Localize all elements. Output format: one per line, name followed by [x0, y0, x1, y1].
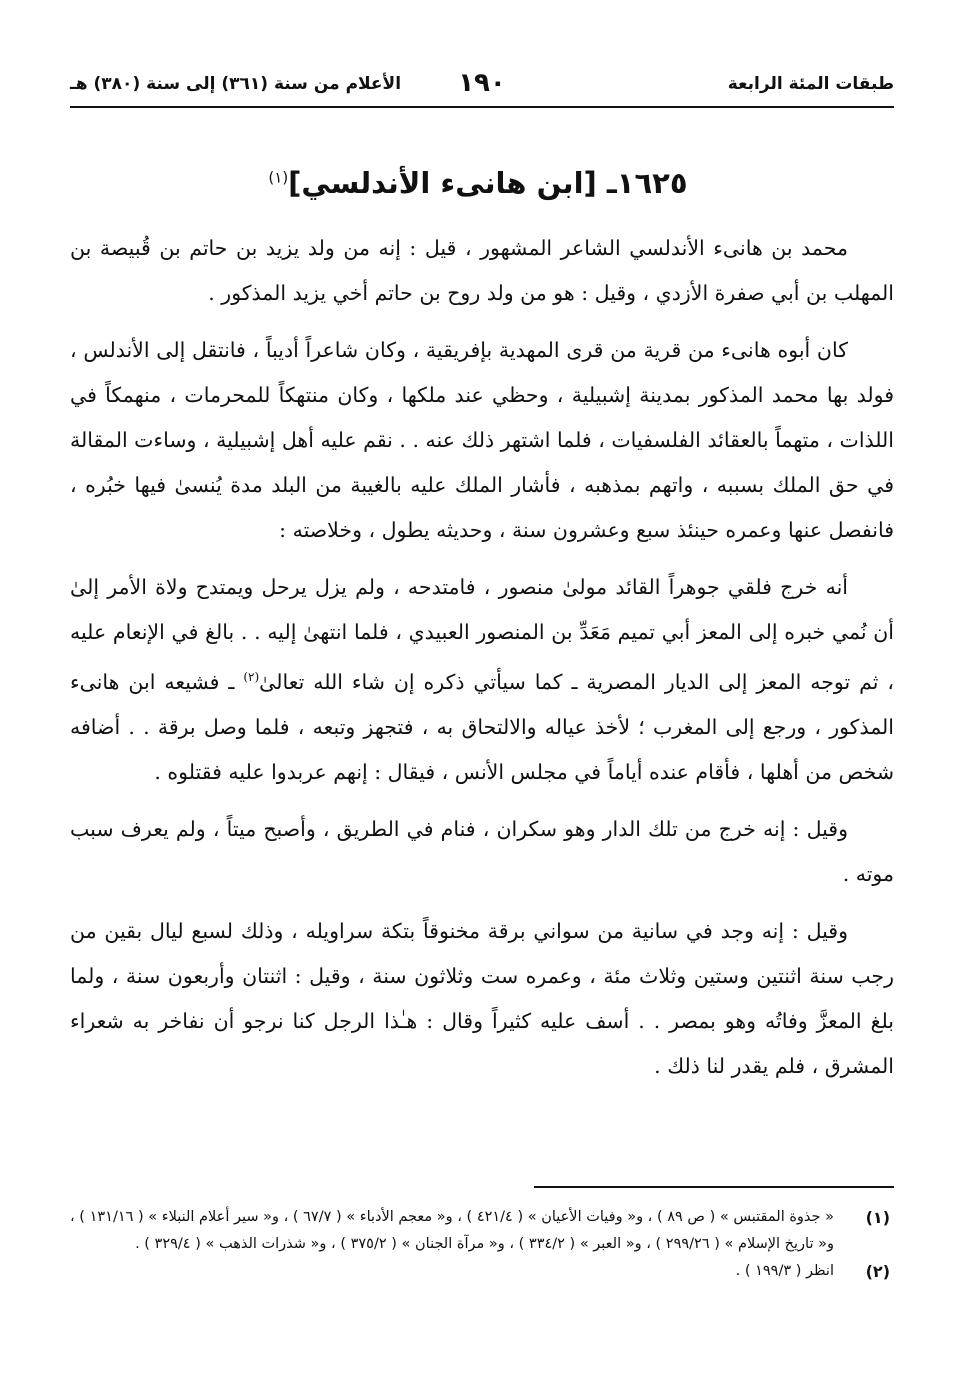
footnote-number: (١) — [865, 1208, 890, 1227]
footnote-number: (٢) — [865, 1262, 890, 1281]
paragraph: وقيل : إنه وجد في سانية من سواني برقة مخنوقاً بتكة سراويله ، وذلك لسبع ليال بقين من رجب سنة اثنتين وستين وثلاث مئة ، وعمره ست وثلاثون سنة ، وقيل : اثنتان وأربعون سنة ، ولما بلغ المعزَّ وفاتُه وهو بمصر . . أسف عليه كثيراً وقال : هـٰذا الرجل كنا نرجو أن نفاخر به شعراء المشرق ، فلم يقدر لنا ذلك . — [70, 918, 894, 1078]
footnote-text: « جذوة المقتبس » ( ص ٨٩ ) ، و« وفيات الأعيان » ( ٤٢١/٤ ) ، و« معجم الأدباء » ( ٦٧/٧ ) ، و« سير أعلام النبلاء » ( ١٣١/١٦ ) ، و« تاريخ الإسلام » ( ٢٩٩/٢٦ ) ، و« العبر » ( ٣٣٤/٢ ) ، و« مرآة الجنان » ( ٣٧٥/٢ ) ، و« شذرات الذهب » ( ٣٢٩/٤ ) . — [70, 1209, 834, 1252]
footnote-ref: (٢) — [243, 670, 260, 684]
footnotes — [62, 1204, 894, 1285]
running-title-left: الأعلام من سنة (٣٦١) إلى سنة (٣٨٠) هـ — [70, 74, 402, 94]
paragraph: محمد بن هانىء الأندلسي الشاعر المشهور ، قيل : إنه من ولد يزيد بن حاتم بن قُبيصة بن المهلب بن أبي صفرة الأزدي ، وقيل : هو من ولد روح بن حاتم أخي يزيد المذكور . — [70, 236, 894, 305]
entry-title — [0, 166, 956, 200]
paragraph — [70, 565, 894, 795]
entry-body — [70, 226, 894, 1101]
footnote — [62, 1204, 894, 1258]
footnote-divider — [534, 1186, 894, 1188]
running-header — [70, 66, 894, 108]
entry-title-note-ref: (١) — [268, 168, 289, 187]
paragraph-text: ـ فشيعه ابن هانىء المذكور ، ورجع إلى المغرب ؛ لأخذ عياله والالتحاق به ، فتجهز وتبعه ، فلما وصل برقة . . أضافه شخص من أهلها ، فأقام عنده أياماً في مجلس الأنس ، فيقال : إنهم عربدوا عليه فقتلوه . — [70, 669, 894, 784]
paragraph: كان أبوه هانىء من قرية من قرى المهدية بإفريقية ، وكان شاعراً أديباً ، فانتقل إلى الأندلس ، فولد بها محمد المذكور بمدينة إشبيلية ، وحظي عند ملكها ، وكان منتهكاً للمحرمات ، منهمكاً في اللذات ، متهماً بالعقائد الفلسفيات ، فلما اشتهر ذلك عنه . . نقم عليه أهل إشبيلية ، وساءت المقالة في حق الملك بسببه ، واتهم بمذهبه ، فأشار الملك عليه بالغيبة من البلد مدة يُنسىٰ فيها خبُره ، فانفصل عنها وعمره حينئذ سبع وعشرون سنة ، وحديثه يطول ، وخلاصته : — [70, 338, 894, 542]
entry-title-text: ١٦٢٥ـ [ابن هانىء الأندلسي] — [288, 166, 688, 200]
paragraph-text: أنه خرج فلقي جوهراً القائد مولىٰ منصور ، فامتدحه ، ولم يزل يرحل ويمتدح ولاة الأمر إلىٰ أن نُمي خبره إلى المعز أبي تميم مَعَدِّ بن المنصور العبيدي ، فلما انتهىٰ إليه . . بالغ في الإنعام عليه ، ثم توجه المعز إلى الديار المصرية ـ كما سيأتي ذكره إن شاء الله تعالىٰ — [70, 575, 894, 694]
footnote — [62, 1258, 894, 1285]
page-number: ١٩٠ — [458, 68, 506, 98]
running-title-right: طبقات المئة الرابعة — [727, 74, 894, 94]
footnote-text: انظر ( ١٩٩/٣ ) . — [735, 1263, 834, 1279]
paragraph: وقيل : إنه خرج من تلك الدار وهو سكران ، فنام في الطريق ، وأصبح ميتاً ، ولم يعرف سبب موته . — [70, 816, 894, 886]
